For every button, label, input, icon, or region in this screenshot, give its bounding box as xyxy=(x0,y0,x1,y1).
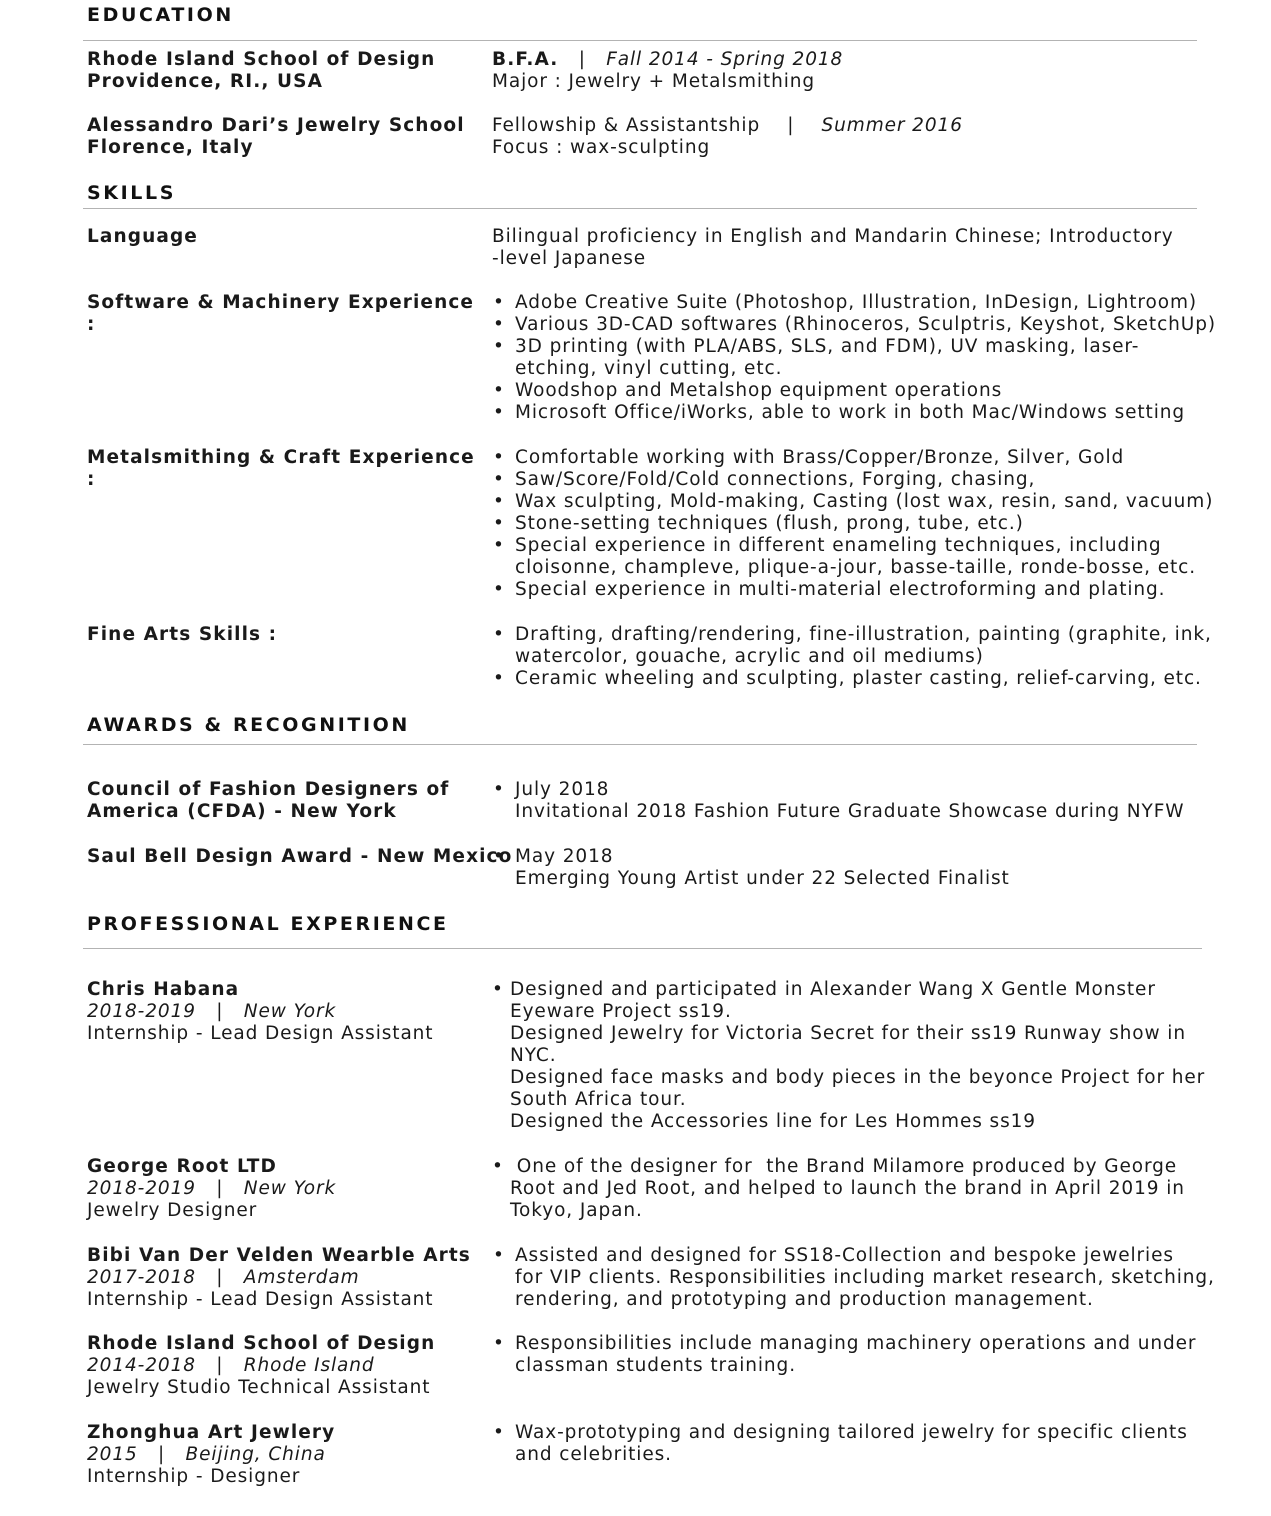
education-heading: EDUCATION xyxy=(87,4,234,26)
award-1-details xyxy=(492,779,1222,823)
award-date: • July 2018 xyxy=(492,779,1222,801)
description-line: for VIP clients. Responsibilities including market research, sketching, xyxy=(515,1267,1215,1288)
award-date: • May 2018 xyxy=(492,846,1222,868)
language-line: Bilingual proficiency in English and Mandarin Chinese; Introductory xyxy=(492,226,1174,247)
years: 2018-2019 xyxy=(87,1001,196,1022)
description-line: • One of the designer for the Brand Milamore produced by George xyxy=(492,1156,1222,1178)
location: New York xyxy=(243,1178,337,1199)
location: New York xyxy=(243,1001,337,1022)
major: Major : Jewelry + Metalsmithing xyxy=(492,71,816,92)
skills-software-list xyxy=(492,292,1222,424)
program: Fellowship & Assistantship xyxy=(492,115,761,136)
education-entry-1-institution xyxy=(87,49,482,93)
education-entry-1-details xyxy=(492,49,1222,93)
list-item: • Microsoft Office/iWorks, able to work in both Mac/Windows setting xyxy=(492,402,1222,424)
description-line: classman students training. xyxy=(515,1355,796,1376)
degree: B.F.A. xyxy=(492,49,559,70)
list-item: • Stone-setting techniques (flush, prong, tube, etc.) xyxy=(492,513,1222,535)
separator: | xyxy=(787,115,795,136)
date-range: Fall 2014 - Spring 2018 xyxy=(606,49,844,70)
job-title: Internship - Designer xyxy=(87,1466,301,1487)
list-item-continuation: cloisonne, champleve, plique-a-jour, basse-taille, ronde-bosse, etc. xyxy=(515,557,1197,578)
experience-heading: PROFESSIONAL EXPERIENCE xyxy=(87,913,449,935)
list-item: • Special experience in multi-material electroforming and plating. xyxy=(492,579,1222,601)
skills-fine-arts-label: Fine Arts Skills : xyxy=(87,624,278,645)
award-2-name xyxy=(87,846,513,868)
description-line: Tokyo, Japan. xyxy=(510,1200,643,1221)
experience-4-description xyxy=(492,1333,1222,1377)
description-line: NYC. xyxy=(510,1045,557,1066)
education-entry-2-details xyxy=(492,115,1222,159)
skills-fine-arts-list xyxy=(492,624,1222,690)
company-name: Chris Habana xyxy=(87,979,240,1000)
experience-1-description xyxy=(492,979,1222,1133)
skills-metal-list xyxy=(492,447,1222,601)
years: 2014-2018 xyxy=(87,1355,196,1376)
location: Rhode Island xyxy=(243,1355,375,1376)
years: 2015 xyxy=(87,1444,138,1465)
experience-divider xyxy=(83,948,1202,949)
experience-5-description xyxy=(492,1422,1222,1466)
list-item: • Drafting, drafting/rendering, fine-illustration, painting (graphite, ink, xyxy=(492,624,1222,646)
list-item: • Ceramic wheeling and sculpting, plaster casting, relief-carving, etc. xyxy=(492,668,1222,690)
list-item: • Wax sculpting, Mold-making, Casting (lost wax, resin, sand, vacuum) xyxy=(492,491,1222,513)
description-line: South Africa tour. xyxy=(510,1089,687,1110)
experience-1-meta xyxy=(87,979,482,1045)
description-line: rendering, and prototyping and production management. xyxy=(515,1289,1094,1310)
separator: | xyxy=(216,1355,224,1376)
experience-5-meta xyxy=(87,1422,482,1488)
date-range: Summer 2016 xyxy=(821,115,963,136)
skills-language-label: Language xyxy=(87,226,198,247)
skills-software-label: Software & Machinery Experience : xyxy=(87,292,475,335)
list-item: • Comfortable working with Brass/Copper/Bronze, Silver, Gold xyxy=(492,447,1222,469)
separator: | xyxy=(216,1178,224,1199)
award-2-details xyxy=(492,846,1222,890)
description-line: • Assisted and designed for SS18-Collection and bespoke jewelries xyxy=(492,1245,1222,1267)
skills-language-value xyxy=(492,226,1222,270)
list-item: • Special experience in different enameling techniques, including xyxy=(492,535,1222,557)
school-location: Florence, Italy xyxy=(87,137,254,158)
description-line: Designed face masks and body pieces in the beyonce Project for her xyxy=(510,1067,1206,1088)
focus: Focus : wax-sculpting xyxy=(492,137,711,158)
description-line: • Designed and participated in Alexander Wang X Gentle Monster xyxy=(492,979,1222,1001)
company-name: Zhonghua Art Jewlery xyxy=(87,1422,336,1443)
job-title: Jewelry Studio Technical Assistant xyxy=(87,1377,431,1398)
company-name: Rhode Island School of Design xyxy=(87,1333,436,1354)
skills-divider xyxy=(83,208,1197,209)
award-1-name xyxy=(87,779,482,823)
experience-2-meta xyxy=(87,1156,482,1222)
experience-3-description xyxy=(492,1245,1222,1311)
school-name: Rhode Island School of Design xyxy=(87,49,436,70)
description-line: • Responsibilities include managing machinery operations and under xyxy=(492,1333,1222,1355)
company-name: Bibi Van Der Velden Wearble Arts xyxy=(87,1245,471,1266)
separator: | xyxy=(216,1267,224,1288)
award-name-line: Saul Bell Design Award - New Mexico xyxy=(87,846,513,867)
list-item: • Woodshop and Metalshop equipment operations xyxy=(492,380,1222,402)
description-line: Eyeware Project ss19. xyxy=(510,1001,732,1022)
awards-divider xyxy=(83,744,1197,745)
separator: | xyxy=(578,49,586,70)
list-item: • Adobe Creative Suite (Photoshop, Illustration, InDesign, Lightroom) xyxy=(492,292,1222,314)
location: Beijing, China xyxy=(185,1444,326,1465)
education-entry-2-institution xyxy=(87,115,482,159)
skills-metal-label: Metalsmithing & Craft Experience : xyxy=(87,447,475,490)
years: 2018-2019 xyxy=(87,1178,196,1199)
job-title: Internship - Lead Design Assistant xyxy=(87,1023,434,1044)
education-divider xyxy=(83,40,1197,41)
separator: | xyxy=(216,1001,224,1022)
skills-heading: SKILLS xyxy=(87,182,176,204)
description-line: Designed Jewelry for Victoria Secret for their ss19 Runway show in xyxy=(510,1023,1186,1044)
award-name-line: America (CFDA) - New York xyxy=(87,801,397,822)
award-description: Invitational 2018 Fashion Future Graduate Showcase during NYFW xyxy=(515,801,1185,822)
school-name: Alessandro Dari’s Jewelry School xyxy=(87,115,465,136)
list-item: • Saw/Score/Fold/Cold connections, Forging, chasing, xyxy=(492,469,1222,491)
list-item: • 3D printing (with PLA/ABS, SLS, and FDM), UV masking, laser- xyxy=(492,336,1222,358)
list-item-continuation: watercolor, gouache, acrylic and oil mediums) xyxy=(515,646,984,667)
experience-3-meta xyxy=(87,1245,487,1311)
description-line: • Wax-prototyping and designing tailored jewelry for specific clients xyxy=(492,1422,1222,1444)
years: 2017-2018 xyxy=(87,1267,196,1288)
company-name: George Root LTD xyxy=(87,1156,277,1177)
job-title: Jewelry Designer xyxy=(87,1200,258,1221)
separator: | xyxy=(158,1444,166,1465)
experience-4-meta xyxy=(87,1333,482,1399)
location: Amsterdam xyxy=(243,1267,360,1288)
description-line: Root and Jed Root, and helped to launch the brand in April 2019 in xyxy=(510,1178,1185,1199)
description-line: Designed the Accessories line for Les Hommes ss19 xyxy=(510,1111,1036,1132)
list-item-continuation: etching, vinyl cutting, etc. xyxy=(515,358,783,379)
awards-heading: AWARDS & RECOGNITION xyxy=(87,714,410,736)
experience-2-description xyxy=(492,1156,1222,1222)
award-name-line: Council of Fashion Designers of xyxy=(87,779,450,800)
description-line: and celebrities. xyxy=(515,1444,672,1465)
list-item: • Various 3D-CAD softwares (Rhinoceros, Sculptris, Keyshot, SketchUp) xyxy=(492,314,1222,336)
job-title: Internship - Lead Design Assistant xyxy=(87,1289,434,1310)
school-location: Providence, RI., USA xyxy=(87,71,324,92)
language-line: -level Japanese xyxy=(492,248,647,269)
award-description: Emerging Young Artist under 22 Selected Finalist xyxy=(515,868,1010,889)
